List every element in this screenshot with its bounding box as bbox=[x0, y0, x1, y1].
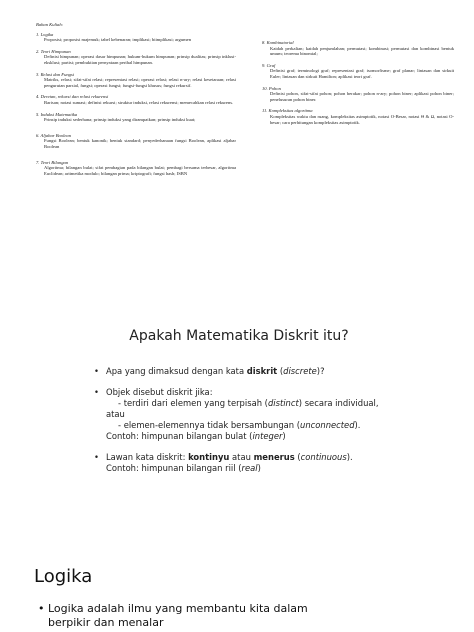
topic-desc: Prinsip induksi sederhana; prinsip induksi yang dirampatkan; prinsip induksi kuat; bbox=[44, 117, 196, 123]
dash-icon: - bbox=[118, 398, 122, 408]
topic-title: 5. Induksi Matematika bbox=[36, 111, 78, 117]
example-integer: Contoh: himpunan bilangan bulat (integer) bbox=[106, 431, 286, 441]
outline-right-column bbox=[262, 40, 454, 131]
topic-title: 10. Pohon bbox=[262, 85, 281, 91]
outline-heading: Bahan Kuliah: bbox=[36, 22, 64, 27]
topic-graf bbox=[262, 63, 454, 80]
text: Apa yang dimaksud dengan kata bbox=[106, 366, 247, 376]
logika-definition: Logika adalah ilmu yang membantu kita dalam berpikir dan menalar bbox=[48, 602, 308, 629]
topic-title: 4. Deretan, rekursi dan relasi rekurensi bbox=[36, 94, 109, 100]
bullet-antonym bbox=[94, 452, 394, 474]
sub-item-distinct: - terdiri dari elemen yang terpisah (distinct) secara individual, bbox=[118, 398, 379, 408]
topic-title: 3. Relasi dan Fungsi bbox=[36, 71, 75, 77]
topic-desc: Definisi pohon, sifat-sifat pohon; pohon berakar; pohon n-ary; pohon biner; aplikasi pohon biner; penelusuran pohon biner. bbox=[270, 91, 454, 102]
outline-left-column bbox=[36, 22, 236, 182]
topic-desc: Proposisi; proposisi majemuk; tabel kebenaran; implikasi; biimplikasi; argumen bbox=[44, 37, 192, 43]
topic-title: 8. Kombinatorial bbox=[262, 40, 294, 45]
text: ( bbox=[277, 366, 284, 376]
logika-bullet-item bbox=[38, 602, 338, 630]
logika-title: Logika bbox=[34, 566, 93, 587]
topic-kombinatorial bbox=[262, 40, 454, 57]
definition-line: Objek disebut diskrit jika: bbox=[106, 387, 213, 397]
topic-logika bbox=[36, 32, 236, 43]
topic-title: 6. Aljabar Boolean bbox=[36, 132, 72, 138]
atau-text: atau bbox=[106, 409, 125, 419]
antonym-line: Lawan kata diskrit: kontinyu atau menerus (continuous). bbox=[106, 452, 353, 462]
italic-text: discrete bbox=[283, 366, 317, 376]
bold-text: diskrit bbox=[246, 366, 278, 376]
topic-bilangan bbox=[36, 160, 236, 177]
bullet-icon: • bbox=[94, 366, 99, 376]
topic-desc: Definisi graf; terminologi graf; representasi graf; isomorfisme; graf planar; lintasan dan sirkuit Euler; lintasan dan sirkuit Hamilton; aplikasi teori graf. bbox=[270, 68, 454, 79]
bullet-icon: • bbox=[94, 452, 99, 462]
text: )? bbox=[316, 366, 325, 376]
topic-kompleksitas bbox=[262, 108, 454, 125]
topic-title: 11. Kompleksitas algoritma bbox=[262, 108, 313, 114]
topic-title: 1. Logika bbox=[36, 31, 54, 37]
bullet-definition bbox=[94, 387, 394, 442]
slide-diskrit bbox=[74, 322, 404, 512]
slide-body bbox=[94, 366, 394, 474]
logika-slide bbox=[0, 548, 474, 632]
topic-desc: Matriks, relasi; sifat-sifat relasi; representasi relasi; operasi relasi; relasi n-ary; relasi kesetaraan; relasi pengurutan parsial, fungsi; operasi fungsi; fungsi-fungsi khusus; fungsi rekursif. bbox=[44, 77, 236, 88]
topic-deretan bbox=[36, 94, 236, 105]
topic-title: 7. Teori Bilangan bbox=[36, 159, 69, 165]
topic-desc: Kaidah perkalian; kaidah penjumlahan; permutasi; kombinasi; permutasi dan kombinasi bentuk umum; teorema binomial; bbox=[270, 45, 454, 57]
dash-icon: - bbox=[118, 420, 122, 430]
topic-desc: Fungsi Boolean; bentuk kanonik; bentuk standard; penyederhanaan fungsi Boolean, aplikasi aljabar Boolean bbox=[44, 138, 236, 149]
topic-pohon bbox=[262, 86, 454, 103]
slide-title: Apakah Matematika Diskrit itu? bbox=[129, 328, 349, 344]
topic-desc: Kompleksitas waktu dan ruang, kompleksitas asimptotik, notasi O-Besar, notasi Θ & Ω, notasi O-besar; cara perhitungan kompleksitas asimptotik. bbox=[270, 113, 454, 125]
topic-desc: Barisan; notasi sumasi; definisi rekursi; struktur induksi, relasi rekurensi; memecahkan relasi rekurens. bbox=[44, 99, 234, 105]
topic-desc: Algoritma; bilangan bulat; sifat pembagian pada bilangan bulat; pembagi bersama terbesar, algoritma Euclidean; aritmetika modulo; bilangan prima; kriptografi; fungsi hash; ISBN bbox=[44, 165, 236, 176]
outline-page bbox=[0, 0, 474, 300]
sub-item-unconnected: - elemen-elemennya tidak bersambungan (unconnected). bbox=[118, 420, 361, 430]
topic-title: 2. Teori Himpunan bbox=[36, 48, 71, 54]
topic-title: 9. Graf bbox=[262, 62, 276, 68]
topic-himpunan bbox=[36, 49, 236, 66]
bullet-question bbox=[94, 366, 394, 377]
bullet-icon: • bbox=[38, 602, 45, 615]
topic-boolean bbox=[36, 133, 236, 150]
topic-induksi bbox=[36, 112, 236, 123]
example-real: Contoh: himpunan bilangan riil (real) bbox=[106, 463, 261, 473]
topic-relasi bbox=[36, 72, 236, 89]
bullet-icon: • bbox=[94, 387, 99, 397]
topic-desc: Definisi himpunan; operasi dasar himpunan; hukum-hukum himpunan; prinsip dualitas; prinsip inklusi-eksklusi; partisi; pembuktian pernyataan perihal himpunan. bbox=[44, 54, 236, 65]
